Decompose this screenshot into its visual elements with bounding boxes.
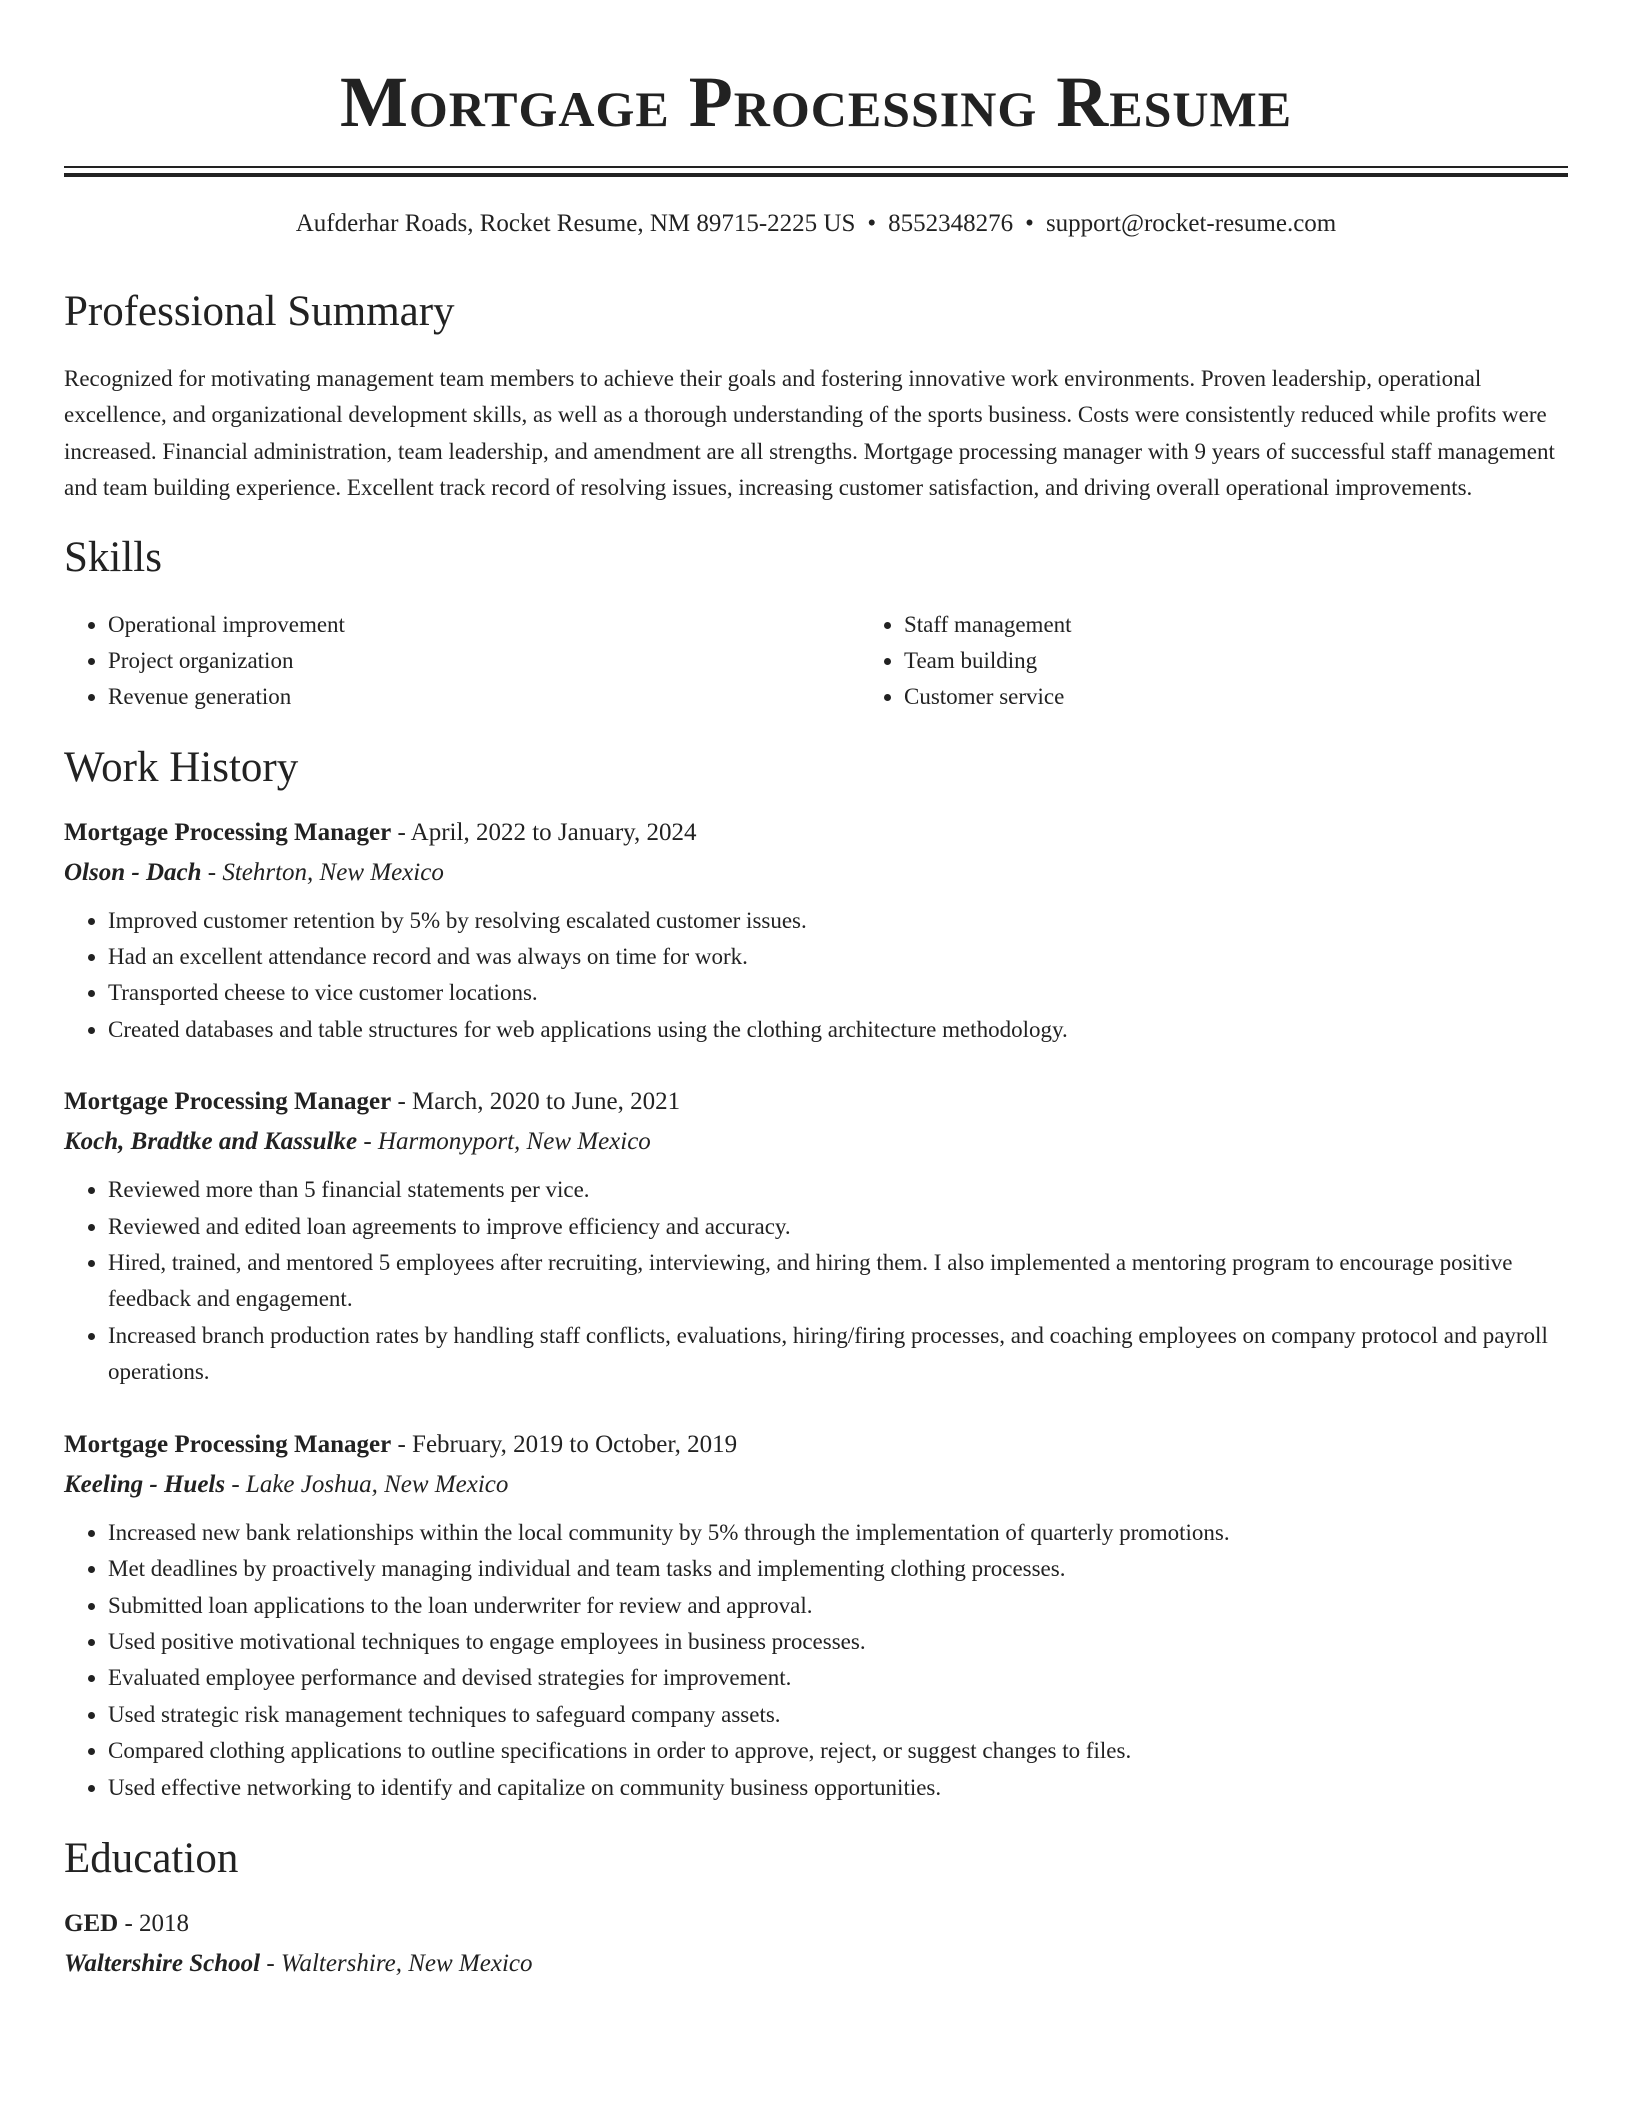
job-bullet: • Increased new bank relationships within the local community by 5% through the implementation of quarterly promotions. <box>108 1515 1568 1551</box>
skill-item: • Revenue generation <box>108 679 860 715</box>
job-company: Keeling - Huels <box>64 1470 226 1498</box>
job-title-line <box>64 1425 1568 1465</box>
job-title-line <box>64 1082 1568 1122</box>
resume-title: Mortgage Processing Resume <box>339 62 1293 142</box>
education-location: - Waltershire, New Mexico <box>260 1949 533 1977</box>
job-bullet: • Submitted loan applications to the loan underwriter for review and approval. <box>108 1588 1568 1624</box>
skill-item: • Operational improvement <box>108 607 860 643</box>
contact-phone: 8552348276 <box>888 210 1014 237</box>
job-entry <box>64 1425 1568 1806</box>
skills-list <box>64 607 1568 715</box>
contact-line <box>64 207 1568 241</box>
job-company-line <box>64 1122 1568 1162</box>
education-degree-line <box>64 1904 1568 1944</box>
job-bullet: • Used effective networking to identify and capitalize on community business opportunities. <box>108 1770 1568 1806</box>
job-title: Mortgage Processing Manager <box>64 1430 392 1458</box>
job-bullets <box>64 903 1568 1049</box>
job-company-line <box>64 853 1568 893</box>
skills-column-right <box>860 607 1632 715</box>
skills-heading: Skills <box>64 533 162 581</box>
job-bullet: • Hired, trained, and mentored 5 employees after recruiting, interviewing, and hiring them. I also implemented a mentoring program to encourage positive feedback and engagement. <box>108 1245 1568 1318</box>
skill-item: • Project organization <box>108 643 860 679</box>
job-title: Mortgage Processing Manager <box>64 818 392 846</box>
job-bullet: • Compared clothing applications to outline specifications in order to approve, reject, or suggest changes to files. <box>108 1733 1568 1769</box>
title-divider <box>64 166 1568 177</box>
job-bullets <box>64 1515 1568 1806</box>
job-bullet: • Reviewed more than 5 financial statements per vice. <box>108 1172 1568 1208</box>
work-history-heading: Work History <box>64 743 299 791</box>
contact-separator: • <box>1025 210 1034 237</box>
job-bullet: • Transported cheese to vice customer locations. <box>108 975 1568 1011</box>
job-bullet: • Met deadlines by proactively managing individual and team tasks and implementing clothing processes. <box>108 1551 1568 1587</box>
job-bullet: • Created databases and table structures for web applications using the clothing architecture methodology. <box>108 1012 1568 1048</box>
summary-text: Recognized for motivating management team members to achieve their goals and fostering innovative work environments. Proven leadership, operational excellence, and organizational development skills, as well as a thorough understanding of the sports business. Costs were consistently reduced while profits were increased. Financial administration, team leadership, and amendment are all strengths. Mortgage processing manager with 9 years of successful staff management and team building experience. Excellent track record of resolving issues, increasing customer satisfaction, and driving overall operational improvements. <box>64 366 1555 501</box>
skill-item: • Staff management <box>904 607 1632 643</box>
contact-address: Aufderhar Roads, Rocket Resume, NM 89715-2225 US <box>295 210 856 237</box>
education-year: - 2018 <box>118 1909 190 1937</box>
education-school-line <box>64 1944 1568 1984</box>
job-bullet: • Increased branch production rates by handling staff conflicts, evaluations, hiring/firing processes, and coaching employees on company protocol and payroll operations. <box>108 1318 1568 1391</box>
job-company: Koch, Bradtke and Kassulke <box>64 1128 358 1156</box>
job-entry <box>64 813 1568 1049</box>
contact-separator: • <box>867 210 877 237</box>
education-school: Waltershire School <box>64 1949 261 1977</box>
job-bullet: • Used positive motivational techniques to engage employees in business processes. <box>108 1624 1568 1660</box>
job-bullet: • Evaluated employee performance and devised strategies for improvement. <box>108 1660 1568 1696</box>
job-location: - Lake Joshua, New Mexico <box>225 1470 509 1498</box>
skills-column-left <box>64 607 860 715</box>
contact-email: support@rocket-resume.com <box>1045 210 1337 237</box>
education-heading: Education <box>64 1834 239 1882</box>
job-title: Mortgage Processing Manager <box>64 1088 392 1116</box>
education-entry <box>64 1904 1568 1984</box>
skill-item: • Team building <box>904 643 1632 679</box>
job-bullet: • Had an excellent attendance record and was always on time for work. <box>108 939 1568 975</box>
summary-heading: Professional Summary <box>64 288 455 335</box>
job-company-line <box>64 1465 1568 1505</box>
job-title-line <box>64 813 1568 853</box>
job-dates: - March, 2020 to June, 2021 <box>391 1088 681 1116</box>
job-bullet: • Improved customer retention by 5% by resolving escalated customer issues. <box>108 903 1568 939</box>
job-entry <box>64 1082 1568 1390</box>
skill-item: • Customer service <box>904 679 1632 715</box>
job-dates: - April, 2022 to January, 2024 <box>391 818 697 846</box>
job-company: Olson - Dach <box>64 858 202 886</box>
job-dates: - February, 2019 to October, 2019 <box>391 1430 738 1458</box>
job-bullets <box>64 1172 1568 1390</box>
job-location: - Harmonyport, New Mexico <box>357 1128 651 1156</box>
job-location: - Stehrton, New Mexico <box>201 858 444 886</box>
job-bullet: • Reviewed and edited loan agreements to improve efficiency and accuracy. <box>108 1209 1568 1245</box>
job-bullet: • Used strategic risk management techniques to safeguard company assets. <box>108 1697 1568 1733</box>
education-degree: GED <box>64 1909 119 1937</box>
